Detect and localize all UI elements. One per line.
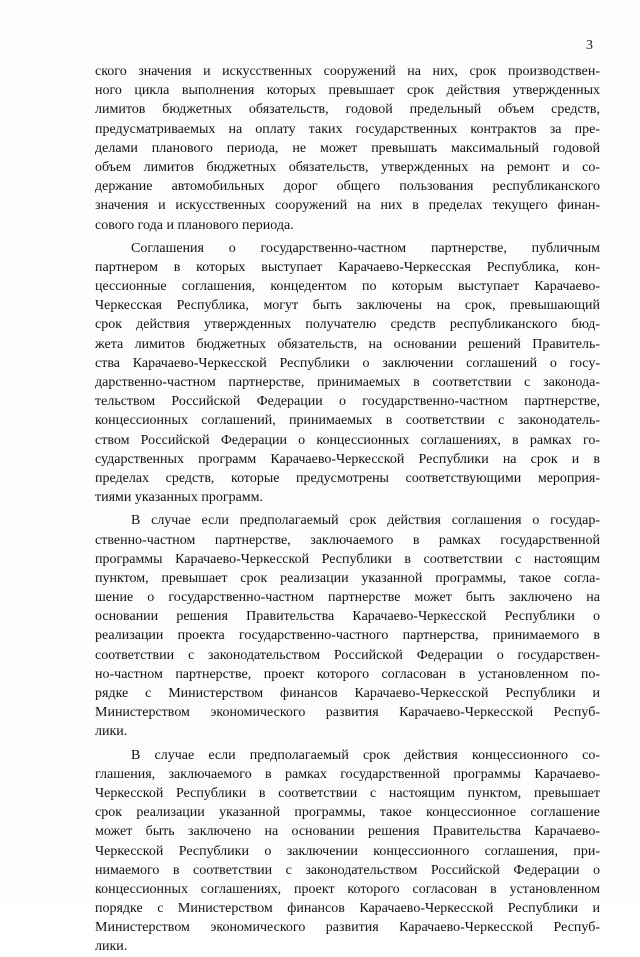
text-line: концессионных соглашениях, проект которого согласован в установленном: [95, 881, 600, 897]
text-line: может быть заключено на основании решения Правительства Карачаево-: [95, 824, 600, 840]
text-line: Черкесской Республики в соответствии с настоящим пунктом, превышает: [95, 785, 600, 801]
paragraph: [95, 511, 600, 741]
text-line: порядке с Министерством финансов Карачаево-Черкесской Республики и: [95, 901, 600, 917]
text-line: В случае если предполагаемый срок действия соглашения о государ-: [131, 513, 600, 529]
text-line: лики.: [95, 724, 128, 740]
text-line: основании решения Правительства Карачаево-Черкесской Республики о: [95, 609, 600, 625]
text-line: дарственно-частном партнерстве, принимаемых в соответствии с законода-: [95, 375, 600, 390]
text-line: держание автомобильных дорог общего пользования республиканского: [95, 179, 600, 195]
text-line: тиями указанных программ.: [95, 490, 264, 506]
text-line: значения и искусственных сооружений на них в пределах текущего финан-: [95, 198, 600, 214]
text-line: цессионные соглашения, концедентом по которым выступает Карачаево-: [95, 279, 600, 295]
text-line: тельством Российской Федерации о государственно-частном партнерстве,: [95, 394, 600, 410]
text-line: срок действия утвержденных получателю средств республиканского бюд-: [95, 317, 600, 333]
text-line: Министерством экономического развития Карачаево-Черкесской Респуб-: [95, 920, 600, 936]
text-line: партнером в которых выступает Карачаево-Черкесская Республика, кон-: [95, 259, 600, 275]
text-line: пунктом, превышает срок реализации указанной программы, такое согла-: [95, 570, 600, 586]
text-line: глашения, заключаемого в рамках государственной программы Карачаево-: [95, 766, 600, 782]
text-line: Черкесская Республика, могут быть заключены на срок, превышающий: [95, 298, 600, 314]
text-line: программы Карачаево-Черкесской Республики в соответствии с настоящим: [95, 551, 600, 567]
text-line: лимитов бюджетных обязательств, годовой предельный объем средств,: [95, 102, 600, 118]
text-line: Черкесской Республики о заключении концессионного соглашения, при-: [95, 843, 600, 859]
text-line: объем лимитов бюджетных обязательств, утвержденных на ремонт и со-: [95, 159, 600, 175]
text-line: ского значения и искусственных сооружений на них, срок производствен-: [95, 64, 600, 79]
paragraph: [95, 239, 600, 508]
text-line: ного цикла выполнения которых превышает срок действия утвержденных: [95, 83, 600, 99]
text-line: ственно-частном партнерстве, заключаемого в рамках государственной: [95, 532, 600, 548]
paragraph: [95, 746, 600, 957]
text-line: сударственных программ Карачаево-Черкесской Республики на срок и в: [95, 451, 600, 467]
document-body: [95, 62, 600, 957]
text-line: концессионных соглашений, принимаемых в соответствии с законодатель-: [95, 413, 600, 429]
text-line: соответствии с законодательством Российской Федерации о государствен-: [95, 647, 600, 663]
text-line: нимаемого в соответствии с законодательством Российской Федерации о: [95, 862, 600, 878]
text-line: ства Карачаево-Черкесской Республики о заключении соглашений о госу-: [95, 355, 600, 371]
text-line: пределах средств, которые предусмотрены соответствующими мероприя-: [95, 470, 600, 486]
text-line: сового года и планового периода.: [95, 217, 294, 233]
text-line: жета лимитов бюджетных обязательств, на основании решений Правитель-: [95, 336, 600, 352]
text-line: лики.: [95, 939, 128, 955]
paragraph: [95, 62, 600, 235]
text-line: делами планового периода, не может превышать максимальный годовой: [95, 140, 600, 156]
text-line: но-частном партнерстве, проект которого согласован в установленном по-: [95, 666, 600, 682]
text-line: В случае если предполагаемый срок действия концессионного со-: [131, 747, 600, 763]
text-line: предусматриваемых на оплату таких государственных контрактов за пре-: [95, 121, 600, 137]
text-line: ством Российской Федерации о концессионных соглашениях, в рамках го-: [95, 432, 600, 448]
text-line: срок реализации указанной программы, такое концессионное соглашение: [95, 805, 600, 821]
text-line: Министерством экономического развития Карачаево-Черкесской Респуб-: [95, 705, 600, 721]
text-line: Соглашения о государственно-частном партнерстве, публичным: [131, 240, 600, 256]
text-line: рядке с Министерством финансов Карачаево-Черкесской Республики и: [95, 686, 600, 701]
page-number: 3: [586, 38, 593, 53]
text-line: шение о государственно-частном партнерстве может быть заключено на: [95, 590, 600, 606]
text-line: реализации проекта государственно-частного партнерства, принимаемого в: [95, 628, 600, 644]
